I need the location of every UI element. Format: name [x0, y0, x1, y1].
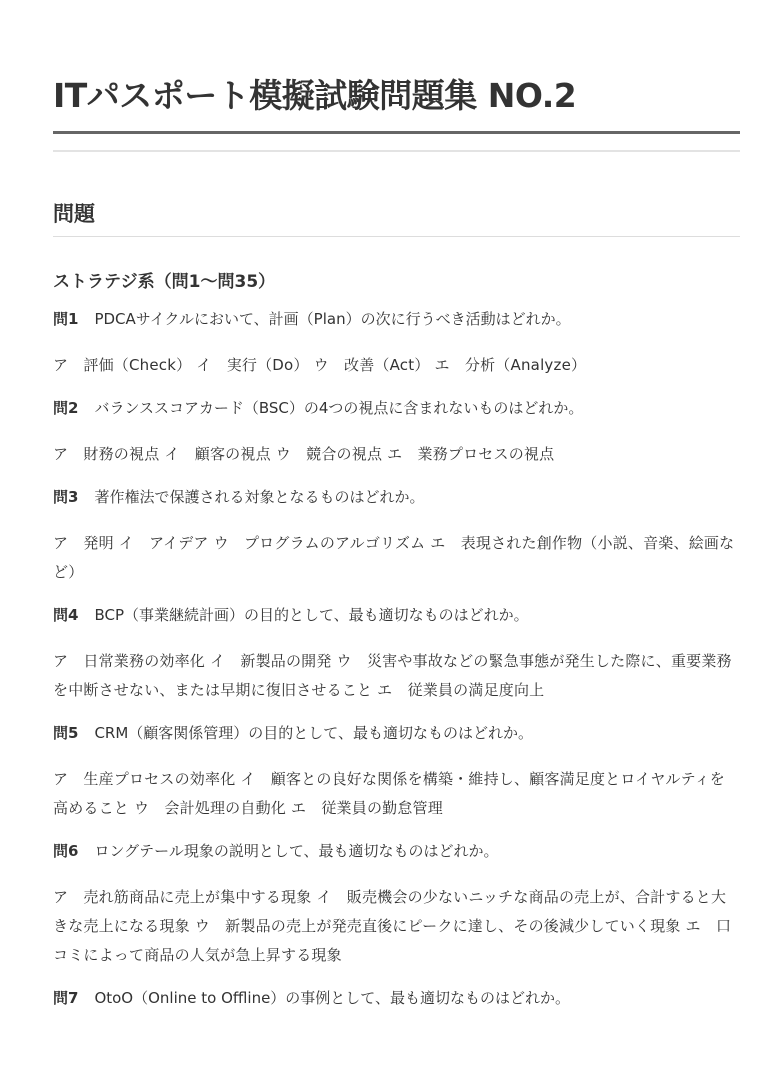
question-body: ロングテール現象の説明として、最も適切なものはどれか。 — [94, 842, 499, 860]
question-number: 問1 — [53, 310, 79, 328]
question-text — [53, 486, 740, 509]
answer-choices: ア 日常業務の効率化 イ 新製品の開発 ウ 災害や事故などの緊急事態が発生した際に、重要業務を中断させない、または早期に復旧させること エ 従業員の満足度向上 — [53, 652, 732, 699]
question-body: OtoO（Online to Offline）の事例として、最も適切なものはどれか。 — [94, 989, 571, 1007]
question-body: 著作権法で保護される対象となるものはどれか。 — [94, 488, 425, 506]
section-heading: 問題 — [53, 202, 95, 226]
section-divider — [53, 236, 740, 237]
question-item — [53, 308, 740, 380]
question-item — [53, 987, 740, 1010]
subsection-heading: ストラテジ系（問1〜問35） — [53, 272, 276, 292]
question-item — [53, 604, 740, 705]
question-list — [53, 308, 740, 1010]
answer-choices: ア 発明 イ アイデア ウ プログラムのアルゴリズム エ 表現された創作物（小説、音楽、絵画など） — [53, 534, 735, 581]
question-number: 問4 — [53, 606, 79, 624]
question-body: PDCAサイクルにおいて、計画（Plan）の次に行うべき活動はどれか。 — [94, 310, 571, 328]
answer-choices: ア 売れ筋商品に売上が集中する現象 イ 販売機会の少ないニッチな商品の売上が、合計すると大きな売上になる現象 ウ 新製品の売上が発売直後にピークに達し、その後減少していく現象 エ 口コミによって商品の人気が急上昇する現象 — [53, 888, 732, 964]
question-number: 問5 — [53, 724, 79, 742]
question-item — [53, 840, 740, 970]
question-item — [53, 397, 740, 469]
question-text — [53, 604, 740, 627]
question-body: バランススコアカード（BSC）の4つの視点に含まれないものはどれか。 — [94, 399, 584, 417]
question-text — [53, 722, 740, 745]
question-number: 問7 — [53, 989, 79, 1007]
question-number: 問2 — [53, 399, 79, 417]
question-item — [53, 486, 740, 587]
question-text — [53, 987, 740, 1010]
question-body: BCP（事業継続計画）の目的として、最も適切なものはどれか。 — [94, 606, 529, 624]
question-number: 問3 — [53, 488, 79, 506]
question-item — [53, 722, 740, 823]
title-divider — [53, 131, 740, 134]
question-text — [53, 397, 740, 420]
title-divider-light — [53, 150, 740, 152]
answer-choices: ア 評価（Check） イ 実行（Do） ウ 改善（Act） エ 分析（Analyze） — [53, 356, 587, 374]
answer-choices: ア 財務の視点 イ 顧客の視点 ウ 競合の視点 エ 業務プロセスの視点 — [53, 445, 555, 463]
page-title: ITパスポート模擬試験問題集 NO.2 — [53, 76, 577, 115]
question-text — [53, 308, 740, 331]
question-text — [53, 840, 740, 863]
answer-choices: ア 生産プロセスの効率化 イ 顧客との良好な関係を構築・維持し、顧客満足度とロイヤルティを高めること ウ 会計処理の自動化 エ 従業員の勤怠管理 — [53, 770, 725, 817]
question-body: CRM（顧客関係管理）の目的として、最も適切なものはどれか。 — [94, 724, 533, 742]
question-number: 問6 — [53, 842, 79, 860]
